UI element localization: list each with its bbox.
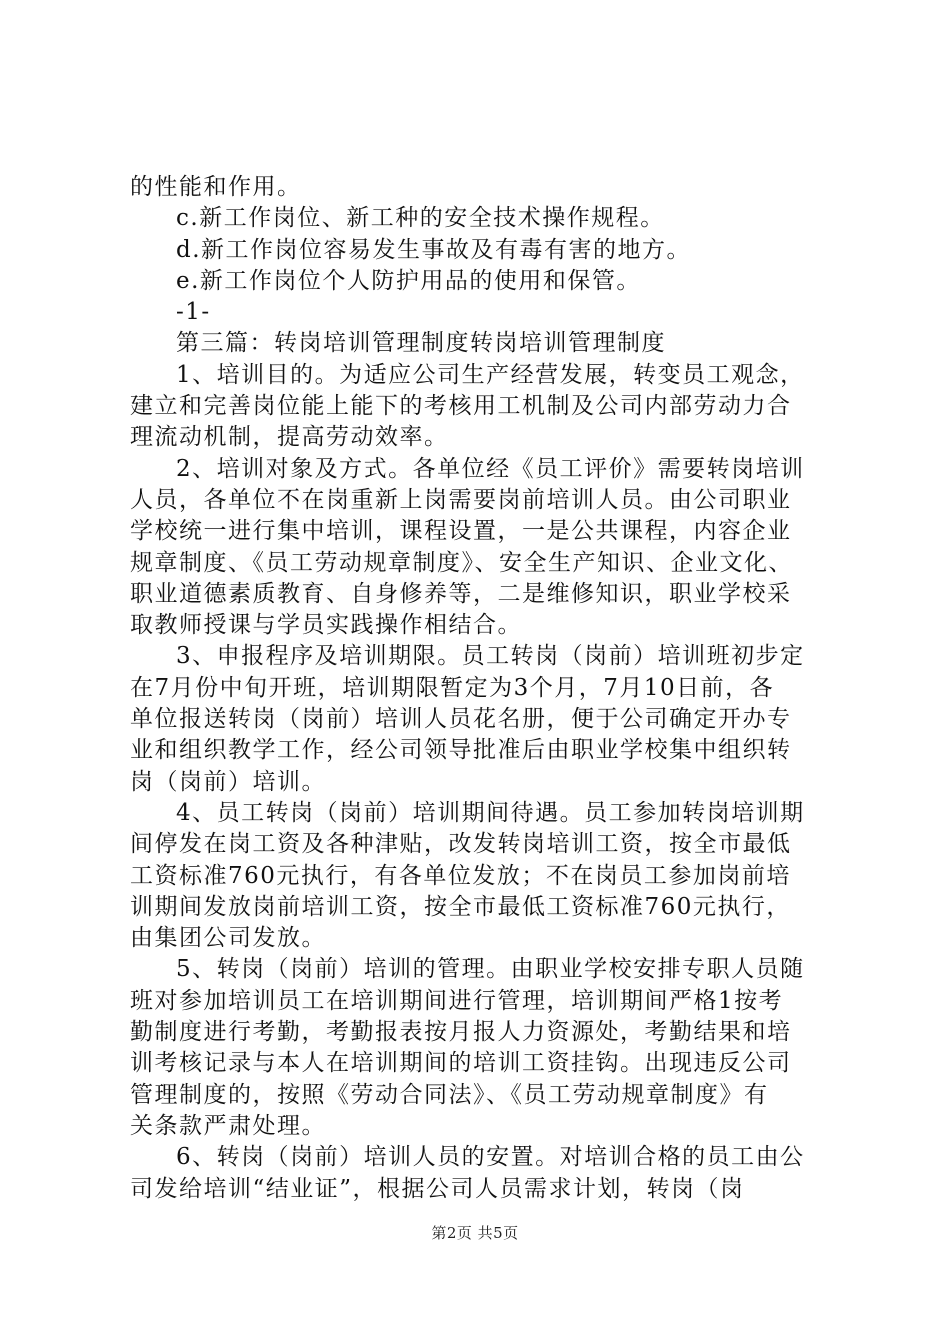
page-number-footer: 第2页 共5页 [431, 1224, 519, 1242]
text-line: 由集团公司发放。 [130, 925, 326, 952]
text-line: 工资标准760元执行，有各单位发放；不在岗员工参加岗前培 [130, 862, 791, 889]
text-line: 关条款严肃处理。 [130, 1112, 326, 1139]
document-body [130, 172, 830, 1205]
text-line: 司发给培训“结业证”，根据公司人员需求计划，转岗（岗 [130, 1175, 745, 1202]
text-line: 人员，各单位不在岗重新上岗需要岗前培训人员。由公司职业 [130, 486, 792, 513]
text-line: 2、培训对象及方式。各单位经《员工评价》需要转岗培训 [176, 455, 805, 482]
text-line: 3、申报程序及培训期限。员工转岗（岗前）培训班初步定 [176, 643, 805, 670]
text-line: 4、员工转岗（岗前）培训期间待遇。员工参加转岗培训期 [176, 799, 805, 826]
section-heading: 第三篇：转岗培训管理制度转岗培训管理制度 [176, 330, 666, 357]
text-line: 勤制度进行考勤，考勤报表按月报人力资源处，考勤结果和培 [130, 1019, 792, 1046]
text-line: 学校统一进行集中培训，课程设置，一是公共课程，内容企业 [130, 518, 792, 545]
text-line: 间停发在岗工资及各种津贴，改发转岗培训工资，按全市最低 [130, 831, 792, 858]
text-line: 管理制度的，按照《劳动合同法》、《员工劳动规章制度》有 [130, 1081, 769, 1108]
text-line: 5、转岗（岗前）培训的管理。由职业学校安排专职人员随 [176, 956, 805, 983]
text-line: 职业道德素质教育、自身修养等，二是维修知识，职业学校采 [130, 580, 792, 607]
text-line: 理流动机制，提高劳动效率。 [130, 424, 449, 451]
text-line: 建立和完善岗位能上能下的考核用工机制及公司内部劳动力合 [130, 393, 792, 420]
text-line: 训期间发放岗前培训工资，按全市最低工资标准760元执行， [130, 893, 791, 920]
text-line: d.新工作岗位容易发生事故及有毒有害的地方。 [176, 236, 692, 263]
text-line: 岗（岗前）培训。 [130, 768, 326, 795]
text-line: 班对参加培训员工在培训期间进行管理，培训期间严格1按考 [130, 987, 784, 1014]
text-line: 训考核记录与本人在培训期间的培训工资挂钩。出现违反公司 [130, 1050, 792, 1077]
text-line: 单位报送转岗（岗前）培训人员花名册，便于公司确定开办专 [130, 706, 792, 733]
text-line: 在7月份中旬开班，培训期限暂定为3个月，7月10日前，各 [130, 674, 775, 701]
text-line: 6、转岗（岗前）培训人员的安置。对培训合格的员工由公 [176, 1144, 805, 1171]
page-marker: -1- [176, 299, 211, 326]
text-line: 的性能和作用。 [130, 174, 302, 200]
text-line: 业和组织教学工作，经公司领导批准后由职业学校集中组织转 [130, 737, 792, 764]
text-line: e.新工作岗位个人防护用品的使用和保管。 [176, 267, 641, 294]
text-line: 1、培训目的。为适应公司生产经营发展，转变员工观念， [176, 361, 805, 388]
text-line: 取教师授课与学员实践操作相结合。 [130, 612, 522, 639]
text-line: 规章制度、《员工劳动规章制度》、安全生产知识、企业文化、 [130, 549, 793, 576]
text-line: c.新工作岗位、新工种的安全技术操作规程。 [176, 205, 665, 232]
